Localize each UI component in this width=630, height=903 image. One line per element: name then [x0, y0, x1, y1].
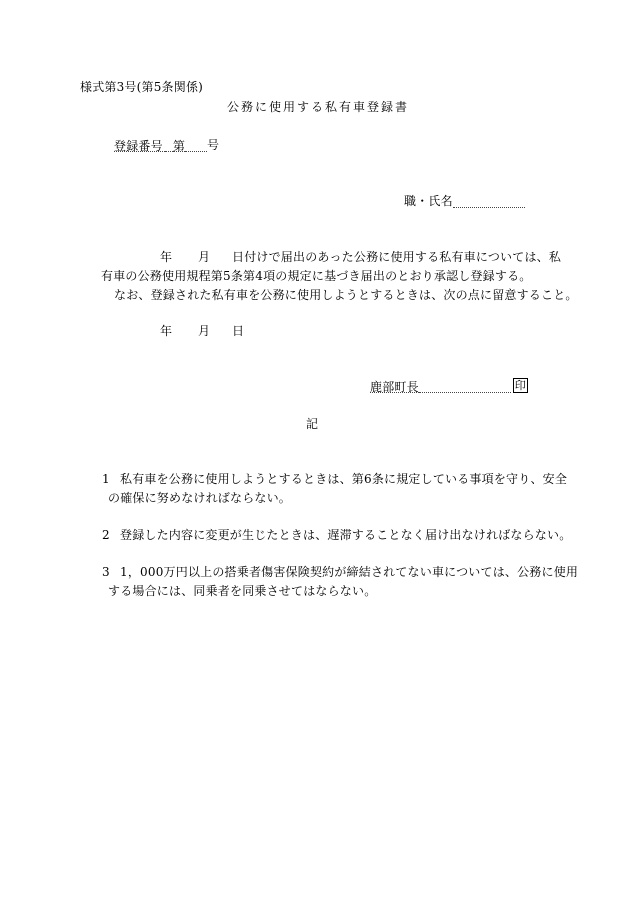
- signer-title: 鹿部町長: [370, 380, 419, 394]
- item-1-number: 1: [102, 472, 110, 486]
- item-3-line2: する場合には、同乗者を同乗させてはならない。: [108, 584, 377, 598]
- body-paragraph-2: なお、登録された私有車を公務に使用しようとするときは、次の点に留意すること。: [114, 288, 578, 302]
- form-label: 様式第3号(第5条関係): [80, 80, 204, 94]
- item-3-line1: 1，000万円以上の搭乗者傷害保険契約が締結されてない車については、公務に使用: [120, 565, 579, 579]
- body-date-nen: 年: [160, 250, 173, 264]
- registration-number: [114, 138, 219, 152]
- seal-mark: 印: [514, 379, 526, 392]
- item-1-line2: の確保に努めなければならない。: [108, 491, 292, 505]
- document-title: 公務に使用する私有車登録書: [227, 100, 410, 114]
- issue-date-nen: 年: [160, 324, 173, 338]
- issue-date-hi: 日: [232, 324, 245, 338]
- issue-date-tsuki: 月: [198, 324, 211, 338]
- name-field-line: [453, 195, 525, 208]
- name-field-label: 職・氏名: [404, 194, 453, 208]
- item-1-line1: 私有車を公務に使用しようとするときは、第6条に規定している事項を守り、安全: [120, 472, 568, 486]
- ki-heading: 記: [306, 417, 319, 431]
- item-2-number: 2: [102, 528, 110, 542]
- item-3-number: 3: [102, 565, 110, 579]
- body-date-tsuki: 月: [198, 250, 211, 264]
- registration-go: 号: [207, 138, 220, 152]
- applicant-name-field: [404, 194, 525, 208]
- registration-label: 登録番号: [114, 139, 163, 153]
- body-line2: 有車の公務使用規程第5条第4項の規定に基づき届出のとおり承認し登録する。: [101, 269, 532, 283]
- signer-block: [370, 378, 528, 393]
- registration-dai: 第: [172, 139, 186, 153]
- item-2-line1: 登録した内容に変更が生じたときは、遅滞することなく届け出なければならない。: [120, 528, 572, 542]
- body-line1: 日付けで届出のあった公務に使用する私有車については、私: [232, 250, 562, 264]
